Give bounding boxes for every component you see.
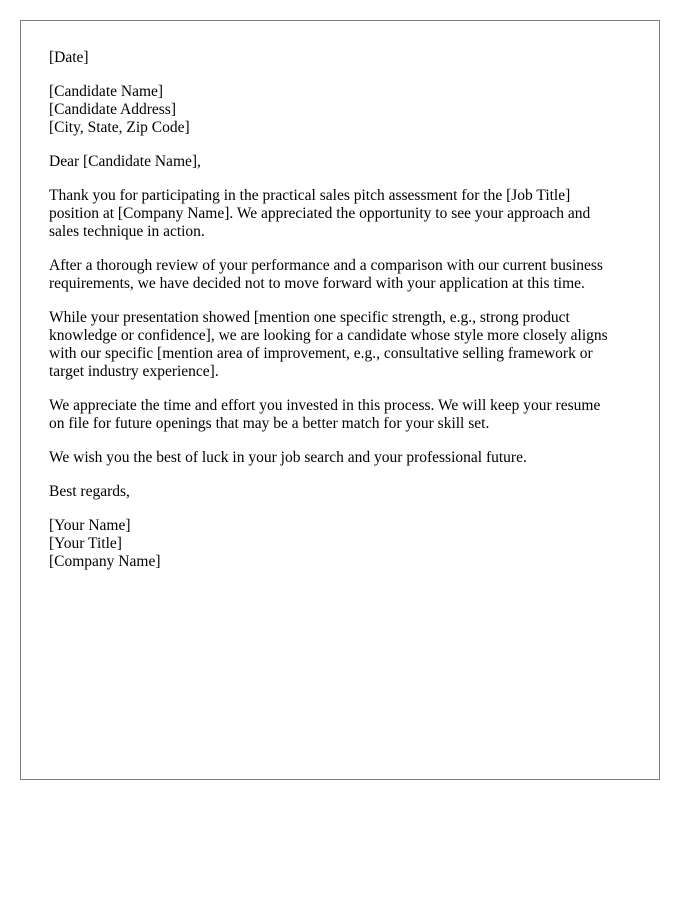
recipient-city-state-zip: [City, State, Zip Code] [49,119,190,136]
paragraph-line: position at [Company Name]. We appreciated the opportunity to see your approach and [49,205,591,222]
signature-name: [Your Name] [49,517,131,534]
spacer [49,137,631,153]
paragraph-best-wishes [49,449,631,467]
letter-date: [Date] [49,49,89,66]
paragraph-line: with our specific [mention area of improvement, e.g., consultative selling framework or [49,345,593,362]
spacer [49,433,631,449]
paragraph-resume-on-file [49,397,631,433]
paragraph-line: While your presentation showed [mention one specific strength, e.g., strong product [49,309,570,326]
salutation: Dear [Candidate Name], [49,153,201,170]
paragraph-line: target industry experience]. [49,363,219,380]
recipient-address: [Candidate Address] [49,101,176,118]
paragraph-line: requirements, we have decided not to move forward with your application at this time. [49,275,585,292]
paragraph-decision [49,257,631,293]
spacer [49,467,631,483]
signature-block [49,517,631,571]
letter-body [49,49,631,571]
spacer [49,241,631,257]
paragraph-thanks [49,187,631,241]
spacer [49,293,631,309]
spacer [49,501,631,517]
paragraph-line: We wish you the best of luck in your job search and your professional future. [49,449,527,466]
spacer [49,67,631,83]
paragraph-line: Thank you for participating in the practical sales pitch assessment for the [Job Title] [49,187,571,204]
closing: Best regards, [49,483,130,500]
paragraph-line: We appreciate the time and effort you invested in this process. We will keep your resume [49,397,601,414]
paragraph-line: After a thorough review of your performance and a comparison with our current business [49,257,603,274]
paragraph-line: sales technique in action. [49,223,205,240]
paragraph-feedback [49,309,631,381]
spacer [49,171,631,187]
spacer [49,381,631,397]
letter-page [20,20,660,780]
signature-company: [Company Name] [49,553,161,570]
recipient-block [49,83,631,137]
paragraph-line: knowledge or confidence], we are looking for a candidate whose style more closely aligns [49,327,608,344]
signature-title: [Your Title] [49,535,122,552]
paragraph-line: on file for future openings that may be a better match for your skill set. [49,415,490,432]
recipient-name: [Candidate Name] [49,83,164,100]
